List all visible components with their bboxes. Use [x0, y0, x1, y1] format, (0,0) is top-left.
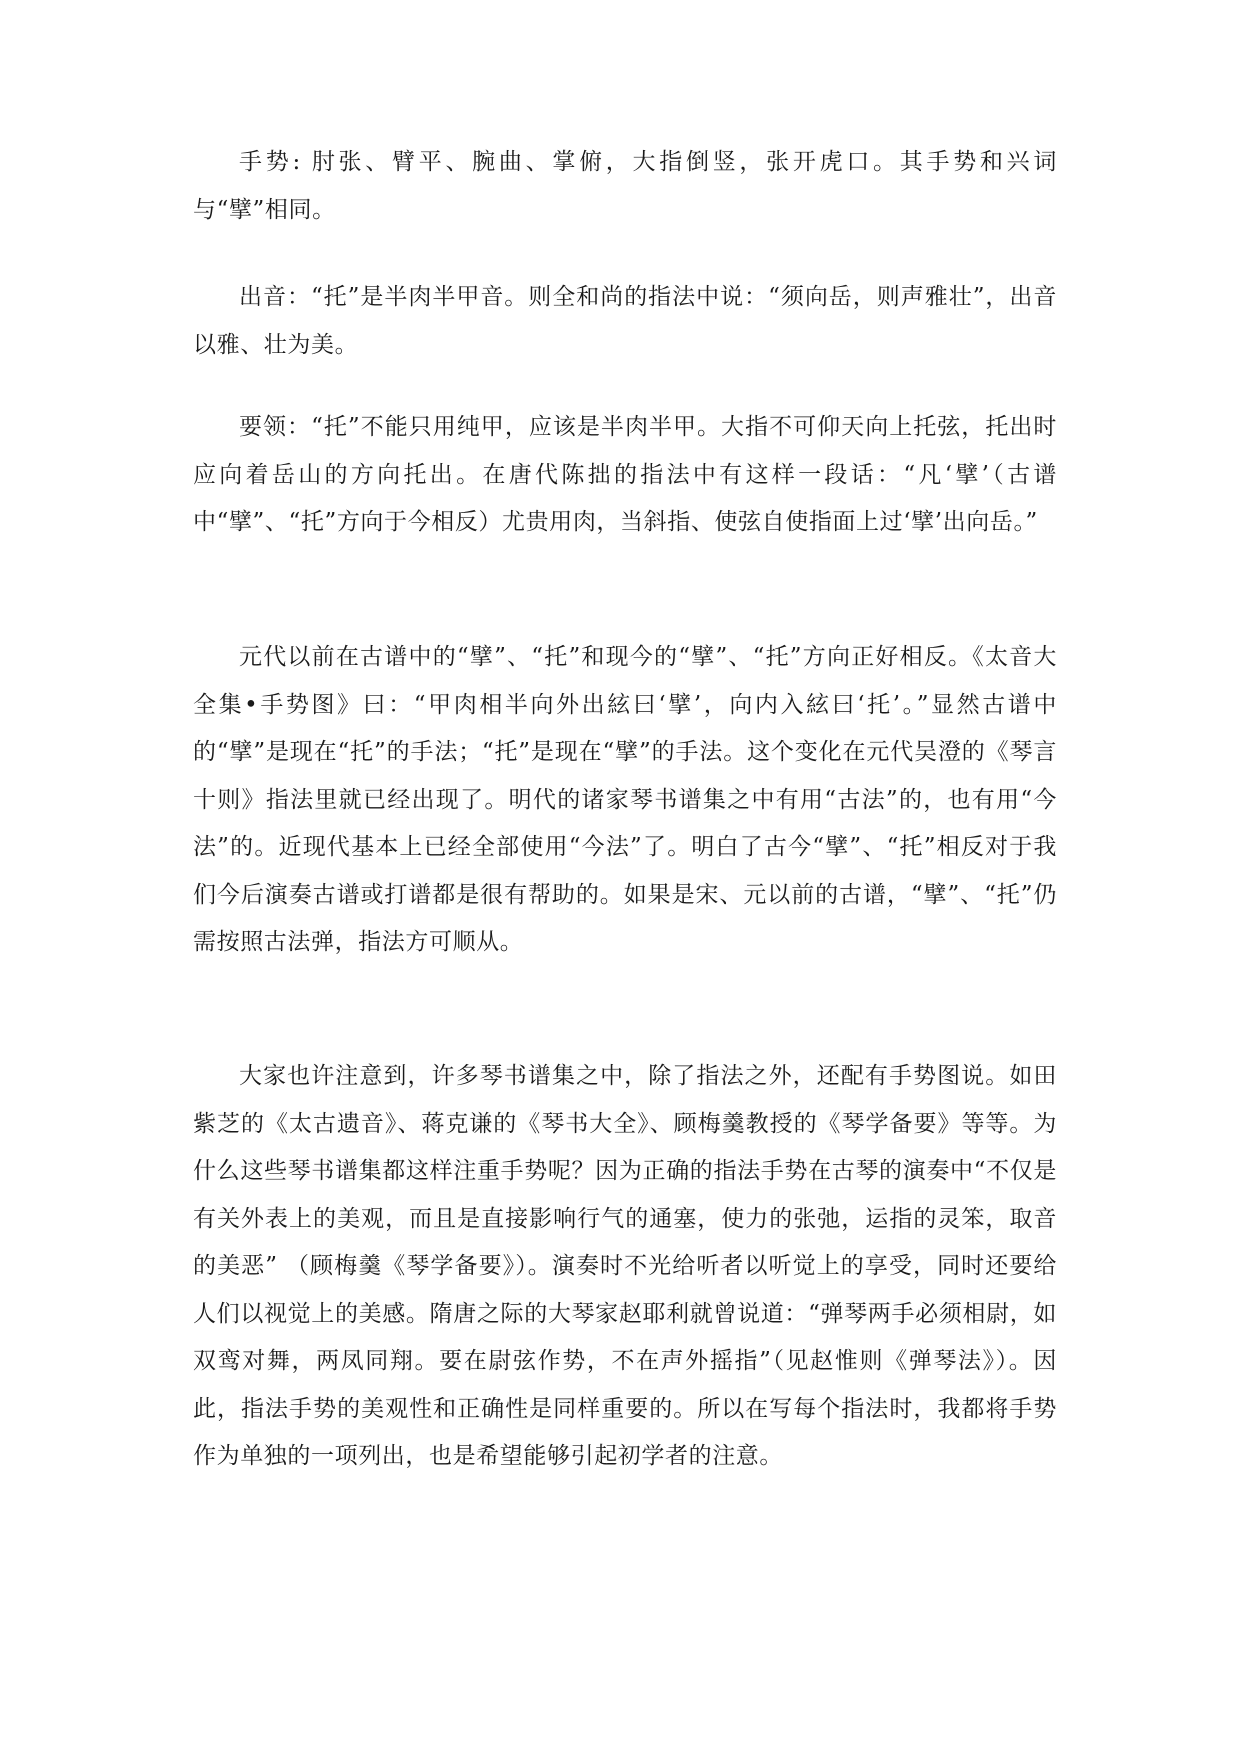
paragraph-key-points: 要领：“托”不能只用纯甲，应该是半肉半甲。大指不可仰天向上托弦，托出时应向着岳山的方向托出。在唐代陈拙的指法中有这样一段话：“凡‘擘’（古谱中“擘”、“托”方向于今相反）尤贵用肉，当斜指、使弦自使指面上过‘擘’出向岳。” — [193, 414, 1057, 535]
paragraph-sound-production: 出音：“托”是半肉半甲音。则全和尚的指法中说：“须向岳，则声雅壮”，出音以雅、壮为美。 — [193, 284, 1057, 358]
paragraph-historical-direction: 元代以前在古谱中的“擘”、“托”和现今的“擘”、“托”方向正好相反。《太音大全集•手势图》曰：“甲肉相半向外出絃曰‘擘’，向内入絃曰‘托’。”显然古谱中的“擘”是现在“托”的手法；“托”是现在“擘”的手法。这个变化在元代吴澄的《琴言十则》指法里就已经出现了。明代的诸家琴书谱集之中有用“古法”的，也有用“今法”的。近现代基本上已经全部使用“今法”了。明白了古今“擘”、“托”相反对于我们今后演奏古谱或打谱都是很有帮助的。如果是宋、元以前的古谱，“擘”、“托”仍需按照古法弹，指法方可顺从。 — [193, 644, 1057, 955]
paragraph-hand-gesture-importance: 大家也许注意到，许多琴书谱集之中，除了指法之外，还配有手势图说。如田紫芝的《太古遗音》、蒋克谦的《琴书大全》、顾梅羹教授的《琴学备要》等等。为什么这些琴书谱集都这样注重手势呢？因为正确的指法手势在古琴的演奏中“不仅是有关外表上的美观，而且是直接影响行气的通塞，使力的张弛，运指的灵笨，取音的美恶” （顾梅羹《琴学备要》）。演奏时不光给听者以听觉上的享受，同时还要给人们以视觉上的美感。隋唐之际的大琴家赵耶利就曾说道：“弹琴两手必须相尉，如双鸾对舞，两凤同翔。要在尉弦作势，不在声外摇指”（见赵惟则《弹琴法》）。因此，指法手势的美观性和正确性是同样重要的。所以在写每个指法时，我都将手势作为单独的一项列出，也是希望能够引起初学者的注意。 — [193, 1063, 1057, 1469]
paragraph-hand-posture: 手势: 肘张、臂平、腕曲、掌俯，大指倒竖，张开虎口。其手势和兴词与“擘”相同。 — [193, 149, 1057, 223]
